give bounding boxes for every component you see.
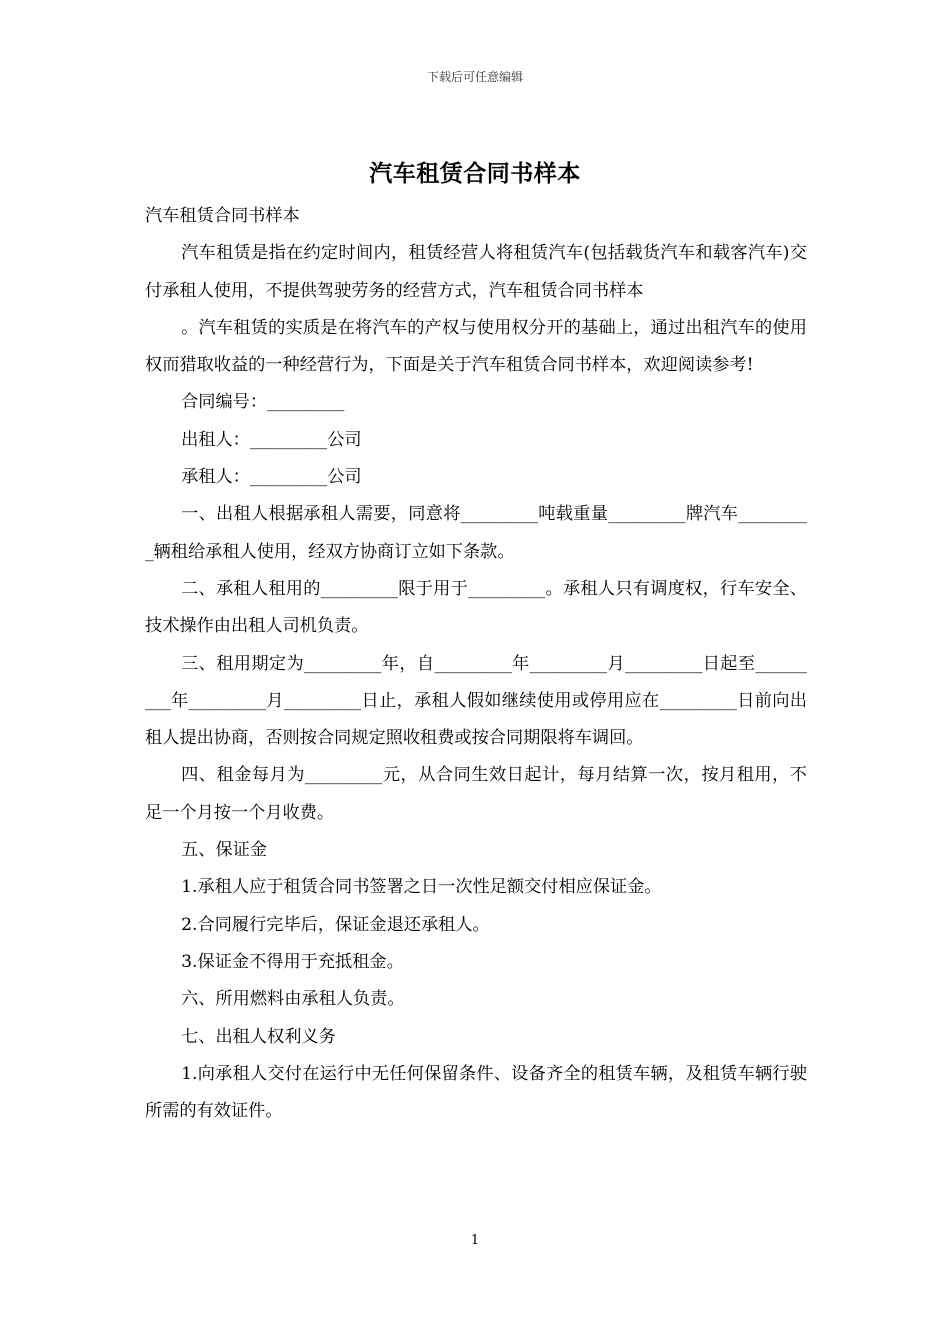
clause-3: 三、租用期定为_________年，自_________年_________月_________日起至_________年_________月_________日止，承租人假如继续使用或停用应在_________日前向出租人提出协商，否则按合同规定照收租费或按合同期限将车调回。 [145,653,807,749]
clause-5-item-3: 3.保证金不得用于充抵租金。 [181,951,404,972]
page-number: 1 [470,1233,480,1248]
clause-5-heading: 五、保证金 [181,840,268,861]
clause-5-item-1: 1.承租人应于租赁合同书签署之日一次性足额交付相应保证金。 [181,877,662,898]
clause-6: 六、所用燃料由承租人负责。 [181,989,405,1010]
intro-paragraph-continued: 。汽车租赁的实质是在将汽车的产权与使用权分开的基础上，通过出租汽车的使用权而猎取收益的一种经营行为，下面是关于汽车租赁合同书样本，欢迎阅读参考! [145,317,807,376]
contract-number: 合同编号：_________ [181,392,345,413]
clause-4: 四、租金每月为_________元，从合同生效日起计，每月结算一次，按月租用，不足一个月按一个月收费。 [145,765,807,823]
lessor-line: 出租人：_________公司 [181,429,362,450]
document-body [145,198,807,1130]
document-title: 汽车租赁合同书样本 [369,160,581,187]
clause-2: 二、承租人租用的_________限于用于_________。承租人只有调度权，行车安全、技术操作由出租人司机负责。 [145,578,807,637]
clause-1: 一、出租人根据承租人需要，同意将_________吨载重量_________牌汽车_________辆租给承租人使用，经双方协商订立如下条款。 [145,504,807,562]
header-note: 下载后可任意编辑 [426,70,523,84]
clause-7-heading: 七、出租人权利义务 [181,1026,336,1047]
intro-paragraph: 汽车租赁是指在约定时间内，租赁经营人将租赁汽车(包括载货汽车和载客汽车)交付承租人使用，不提供驾驶劳务的经营方式，汽车租赁合同书样本 [145,243,807,301]
clause-7-item-1: 1.向承租人交付在运行中无任何保留条件、设备齐全的租赁车辆，及租赁车辆行驶所需的有效证件。 [145,1063,807,1122]
lessee-line: 承租人：_________公司 [181,467,362,488]
subtitle: 汽车租赁合同书样本 [145,206,300,226]
clause-5-item-2: 2.合同履行完毕后，保证金退还承租人。 [181,914,490,935]
